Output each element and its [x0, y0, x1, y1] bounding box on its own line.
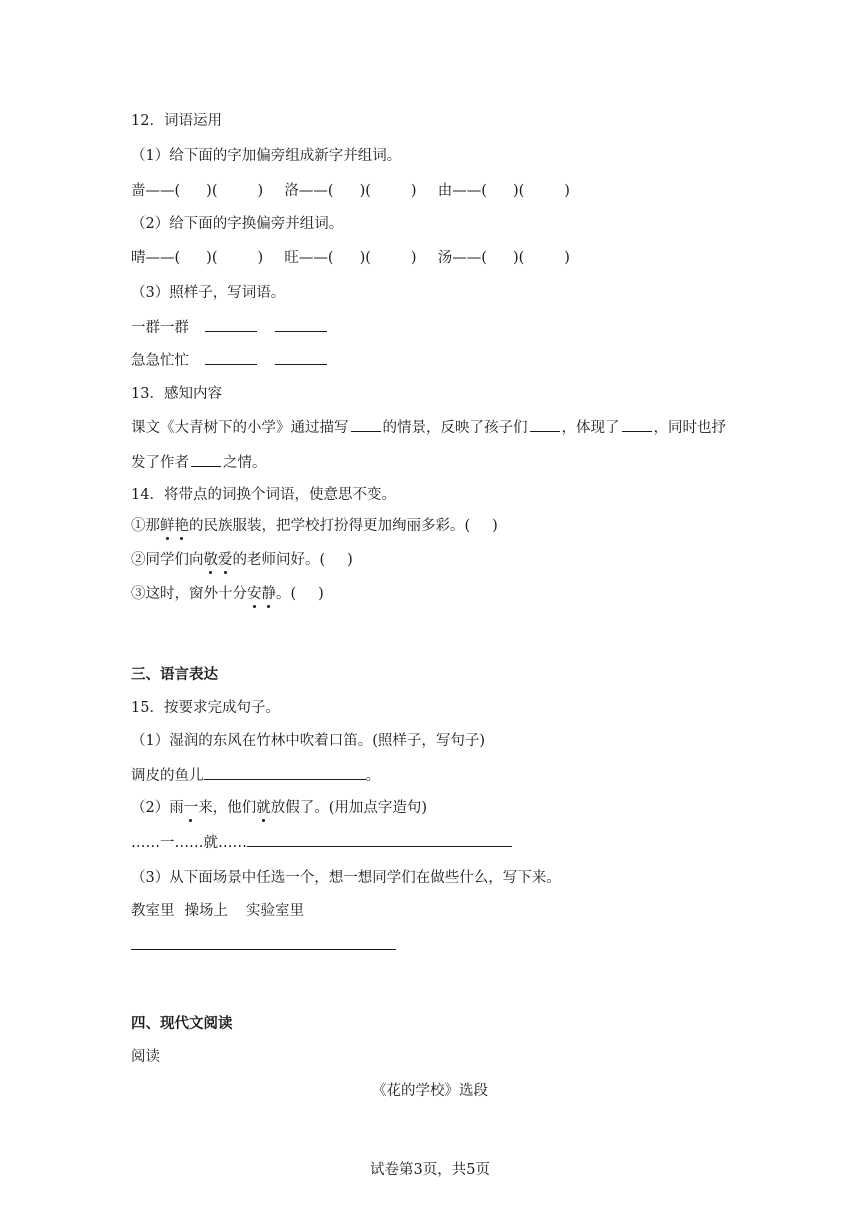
answer-blank[interactable] [191, 452, 221, 467]
q15-part2-prompt: （2）雨一来，他们就放假了。(用加点字造句) [131, 800, 428, 816]
q15-part2-answer: ……一……就…… [131, 832, 512, 853]
q13-line-2: 发了作者 之情。 [131, 452, 267, 473]
q12-part1-row: 啬——( )( ) 洛——( )( ) 由——( )( ) [131, 183, 570, 199]
q14-item-3: ③这时，窗外十分安静。( ) [131, 586, 324, 602]
dotted-char: 敬 [203, 552, 218, 568]
q15-part1-answer: 调皮的鱼儿 。 [131, 765, 380, 786]
section-3-heading: 三、语言表达 [131, 666, 218, 683]
scene-option: 实验室里 [246, 903, 304, 919]
answer-blank[interactable] [351, 417, 381, 432]
answer-blank[interactable] [247, 832, 512, 847]
q12-example-row-2: 急急忙忙 [131, 350, 327, 371]
answer-blank[interactable] [530, 417, 560, 432]
q15-scene-options [131, 901, 304, 921]
answer-blank[interactable] [275, 350, 327, 365]
answer-line[interactable] [131, 949, 396, 950]
dotted-char: 一 [183, 800, 199, 816]
scene-option: 教室里 [131, 903, 175, 919]
answer-blank[interactable] [622, 417, 652, 432]
dotted-char: 就 [256, 800, 271, 816]
section-4-heading: 四、现代文阅读 [131, 1015, 233, 1032]
passage-title: 《花的学校》选段 [372, 1083, 488, 1099]
scene-option: 操场上 [184, 903, 228, 919]
q13-line-1: 课文《大青树下的小学》通过描写 的情景，反映了孩子们 ，体现了 ，同时也抒 [131, 417, 726, 438]
q15-title: 15．按要求完成句子。 [131, 700, 280, 716]
q15-part3-prompt: （3）从下面场景中任选一个，想一想同学们在做些什么，写下来。 [131, 870, 561, 886]
dotted-char: 安 [247, 586, 262, 602]
answer-blank[interactable] [204, 765, 366, 780]
q13-title: 13．感知内容 [131, 386, 222, 402]
answer-blank[interactable] [205, 350, 257, 365]
q12-part1-prompt: （1）给下面的字加偏旁组成新字并组词。 [131, 148, 402, 164]
dotted-char: 鲜 [160, 518, 175, 534]
q12-part2-prompt: （2）给下面的字换偏旁并组词。 [131, 216, 344, 232]
q14-item-2: ②同学们向敬爱的老师问好。( ) [131, 552, 353, 568]
q12-title: 12．词语运用 [131, 113, 222, 129]
answer-blank[interactable] [205, 317, 257, 332]
reading-label: 阅读 [131, 1049, 160, 1065]
q14-item-1: ①那鲜艳的民族服装，把学校打扮得更加绚丽多彩。( ) [131, 518, 498, 534]
q14-title: 14．将带点的词换个词语，使意思不变。 [131, 487, 396, 503]
q12-part2-row: 晴——( )( ) 旺——( )( ) 汤——( )( ) [131, 250, 570, 266]
dotted-char: 艳 [174, 518, 189, 534]
dotted-char: 爱 [218, 552, 233, 568]
q15-part1-prompt: （1）湿润的东风在竹林中吹着口笛。(照样子，写句子) [131, 733, 486, 749]
q12-example-row-1: 一群一群 [131, 317, 327, 338]
q12-part3-prompt: （3）照样子，写词语。 [131, 285, 286, 301]
page-footer: 试卷第3页，共5页 [370, 1162, 490, 1178]
answer-blank[interactable] [275, 317, 327, 332]
dotted-char: 静 [261, 586, 276, 602]
